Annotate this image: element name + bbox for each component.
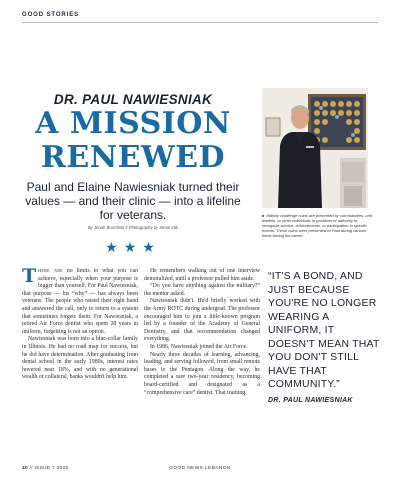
body-column-1 [22, 265, 139, 382]
headline-line-2: RENEWED [40, 140, 226, 175]
body-paragraph-1 [22, 265, 139, 336]
portrait-photo [262, 88, 368, 208]
lead-in-text: no limits to what you can achieve, especially when your purpose is bigger than yourself. For Paul Nawiesniak, that purpose — his “why” — has always been veterans. The people who raised their right hand and answered the call, only to return to a system that sometimes forgets them. For Nawiesniak, a retired Air Force dentist who spent 28 years in uniform, forgetting is not an option. [22, 268, 139, 335]
byline: By Jenah Brumfield // Photography by Steve Zak [87, 225, 179, 230]
kicker-name: DR. PAUL NAWIESNIAK [53, 92, 213, 107]
body-paragraph-7: Nearly three decades of learning, advancing, leading, and serving followed, from small remote bases to the Pentagon. Along the way, he completed a rare two-year residency, becoming board-certified and designated as a “comprehensive care” dentist. That training [144, 351, 260, 396]
body-paragraph-4: “Do you have anything against the military?” the mentor asked. [144, 283, 260, 297]
body-paragraph-2: Nawiesniak was born into a blue-collar family in Illinois. He had no road map for success, but he did have determination. After graduating from dental school in the early 1980s, interest rates hovered near 18%, and with no generational wealth or collateral, banks wouldn't help him. [22, 336, 138, 381]
pull-quote-attribution: DR. PAUL NAWIESNIAK [268, 397, 353, 404]
body-paragraph-5: Nawiesniak didn't. He'd briefly worked with the Army ROTC during undergrad. The professor encouraged him to join a little-known program led by a founder of the Academy of General Dentistry, and that recommendation changed everything. [144, 298, 260, 343]
star-divider-icon: ★★★ [105, 240, 161, 256]
body-paragraph-6: In 1986, Nawiesniak joined the Air Force. [150, 343, 248, 350]
caption-text: Military challenge coins are presented by commanders, unit leaders, or other individuals in positions of authority to recognize service, achievements, or participation in specific events. These coins were presented to Paul during various times during his career. [262, 213, 372, 238]
body-paragraph-3: He remembers walking out of one interview demoralized, until a professor pulled him aside. [144, 268, 260, 282]
drop-cap: T [22, 265, 37, 287]
caption-bullet-icon: ■ [262, 213, 265, 218]
pull-quote: “IT'S A BOND, AND JUST BECAUSE YOU'RE NO LONGER WEARING A UNIFORM, IT DOESN'T MEAN THAT YOU DON'T STILL HAVE THAT COMMUNITY.” [268, 270, 380, 390]
military-challenge-coins-portrait-icon [262, 88, 368, 208]
body-column-2 [144, 268, 260, 397]
footer-publication: GOOD NEWS LEBANON [169, 466, 231, 471]
issue-label: // ISSUE 7 2025 [27, 466, 69, 471]
section-tag: GOOD STORIES [22, 12, 80, 18]
dek: Paul and Elaine Nawiesniak turned their values — and their clinic — into a lifeline for veterans. [25, 180, 241, 222]
page-number: 40 [22, 466, 28, 471]
lead-in-smallcaps: here are [38, 268, 63, 274]
top-rule [22, 22, 378, 23]
headline [22, 107, 244, 175]
photo-caption [262, 213, 372, 238]
headline-line-1: A MISSION [35, 106, 231, 141]
